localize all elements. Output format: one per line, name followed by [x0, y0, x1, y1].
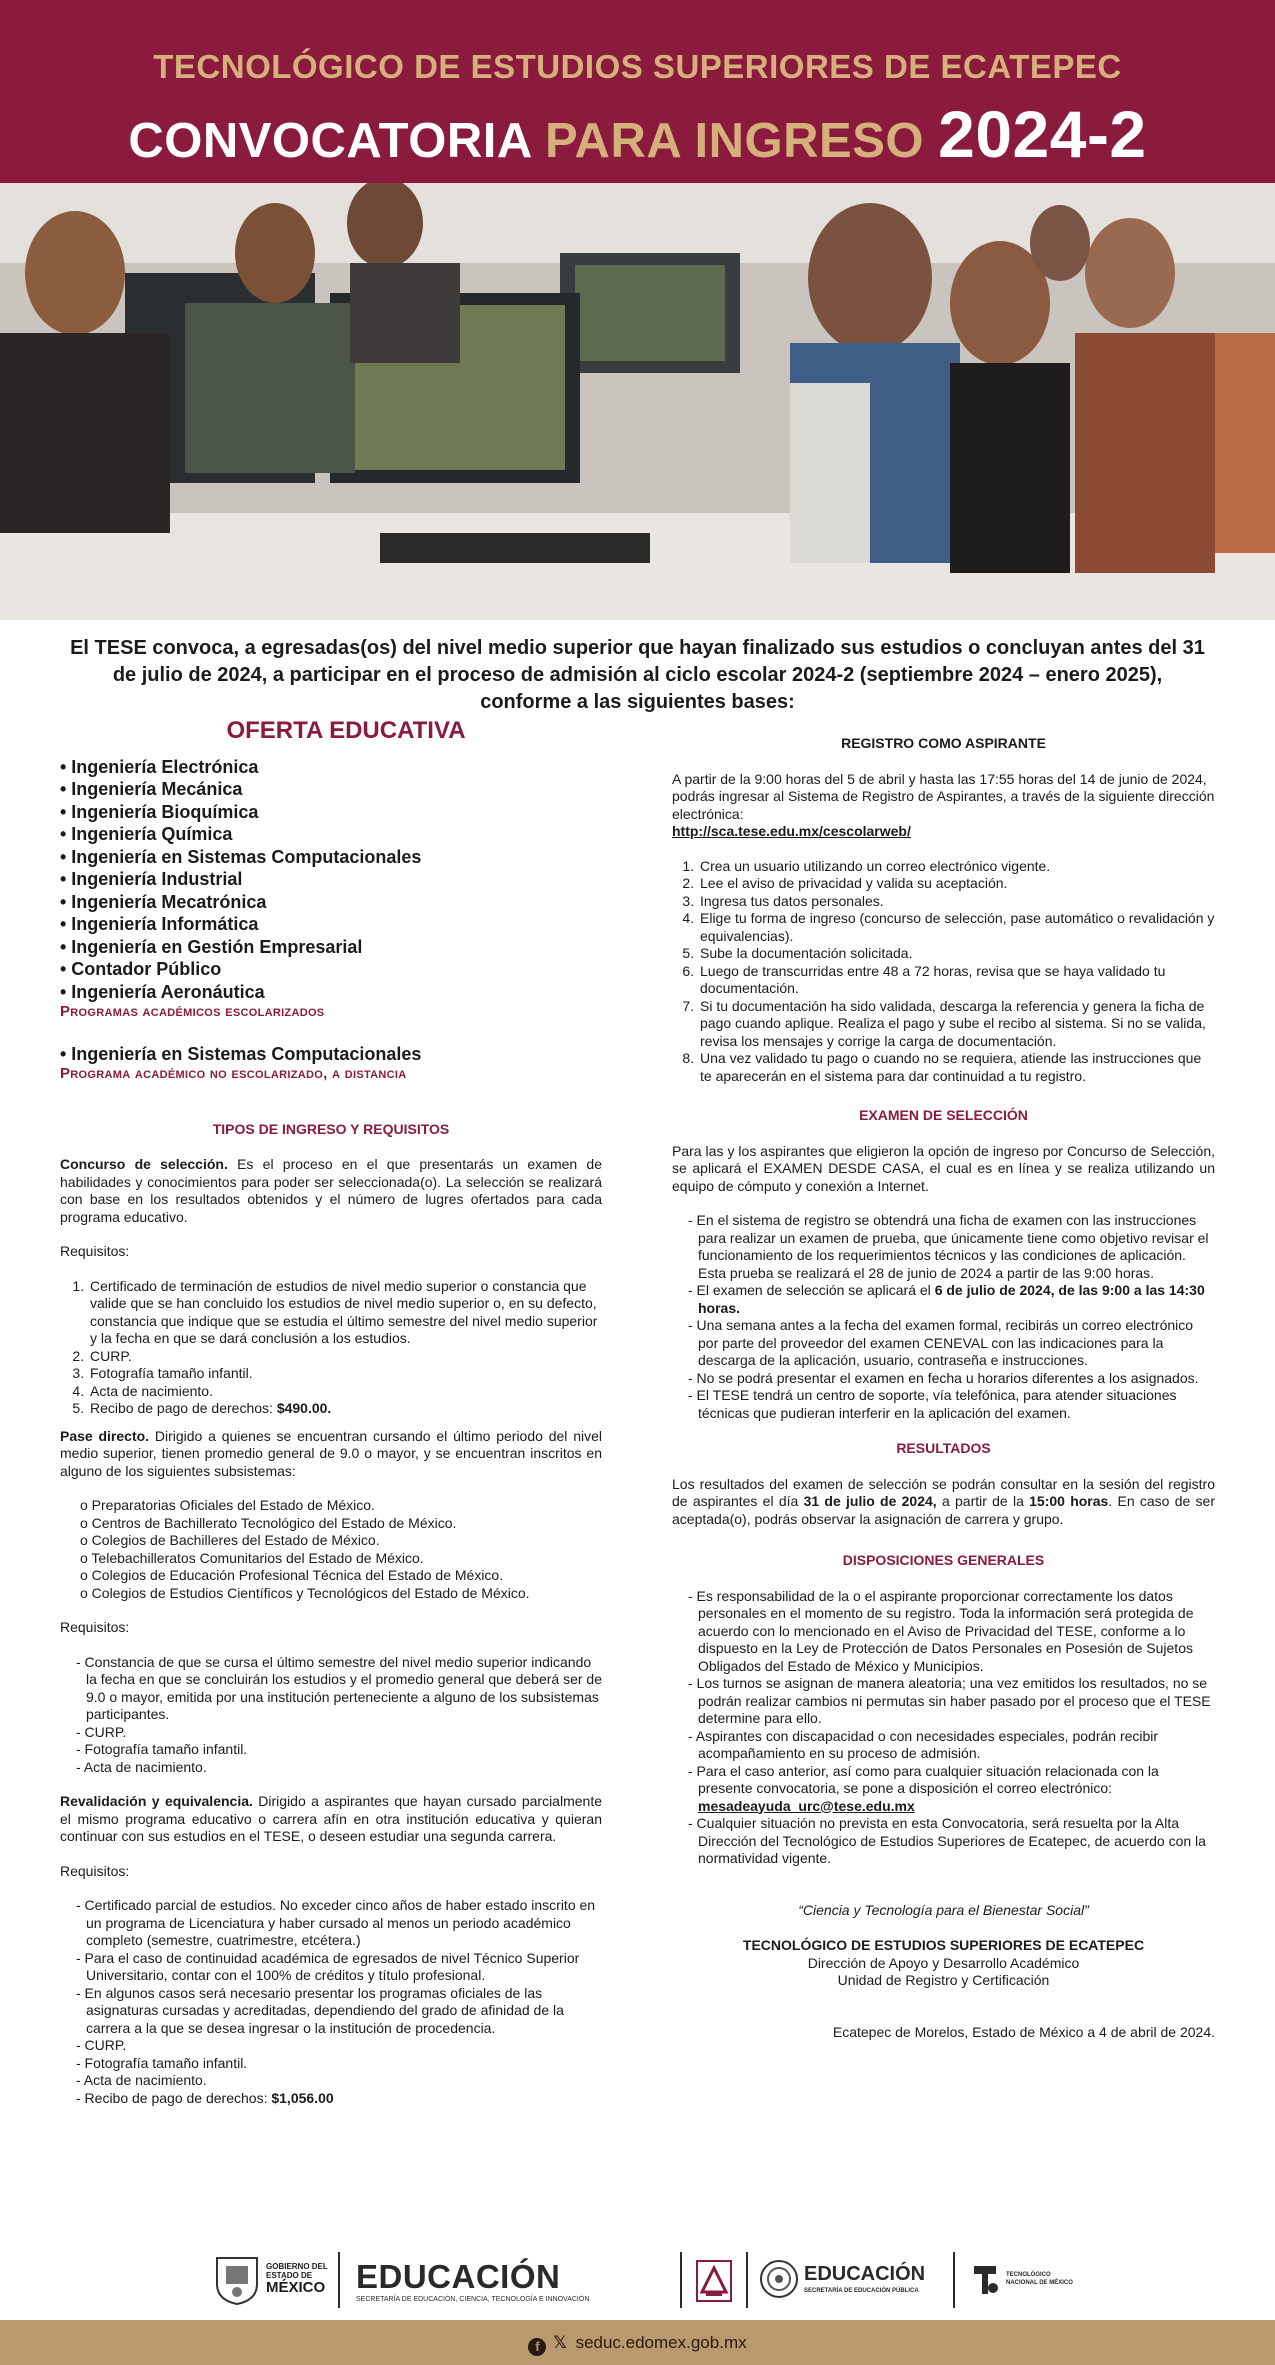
requirement-item	[76, 2090, 602, 2108]
intro-paragraph: El TESE convoca, a egresadas(os) del nivel medio superior que hayan finalizado sus estudios o concluyan antes del 31 de julio de 2024, a participar en el proceso de admisión al ciclo escolar 2024-2 (septiembre 2024 – enero 2025), conforme a las siguientes bases:	[70, 637, 1205, 713]
directo-requirements	[76, 1654, 602, 1777]
reval-text: Dirigido a aspirantes que hayan cursado parcialmente el mismo programa educativo o carrera afín en otra institución educativa y quieran continuar con sus estudios en el TESE, o deseen estudiar una segunda carrera.	[60, 1793, 602, 1844]
email-label: - Para el caso anterior, así como para cualquier situación relacionada con la presente convocatoria, se pone a disposición el correo electrónico:	[688, 1762, 1159, 1796]
website-link[interactable]: seduc.edomex.gob.mx	[575, 2333, 747, 2352]
disposiciones-title: DISPOSICIONES GENERALES	[842, 1552, 1045, 1568]
footer-divider	[680, 2252, 682, 2308]
left-column	[60, 717, 602, 2107]
examen-text: Para las y los aspirantes que eligieron la opción de ingreso por Concurso de Selección, se aplicará el EXAMEN DESDE CASA, el cual es en línea y se realiza utilizando un equipo de cómputo y conexión a Internet.	[672, 1142, 1215, 1194]
footer-logos	[0, 2240, 1275, 2320]
distancia-label: Programa académico no escolarizado, a distancia	[60, 1065, 407, 1082]
educacion-logo-text: EDUCACIÓN	[356, 2258, 561, 2295]
program-item: • Ingeniería en Sistemas Computacionales	[60, 1043, 422, 1064]
title-year: 2024-2	[938, 97, 1147, 171]
facebook-icon[interactable]: f	[528, 2338, 546, 2356]
edomex-line2: ESTADO DE	[266, 2271, 313, 2280]
website-row	[0, 2320, 1275, 2365]
step-item: 8. Una vez validado tu pago o cuando no se requiera, atiende las instrucciones que te aparecerán en el sistema para dar continuidad a tu registro.	[698, 1050, 1215, 1085]
fee-amount: $1,056.00	[271, 2089, 334, 2106]
fee-label: - Recibo de pago de derechos:	[76, 2089, 272, 2106]
oferta-title: OFERTA EDUCATIVA	[226, 717, 466, 744]
programs-list	[60, 756, 602, 1004]
requirement-item: - Constancia de que se cursa el último semestre del nivel medio superior indicando la fecha en que se concluirán los estudios y el promedio general que deberá ser de 9.0 o mayor, emitida por una institución perteneciente a alguno de los subsistemas participantes.	[76, 1653, 602, 1722]
header-banner	[0, 0, 1275, 183]
step-item: 4. Elige tu forma de ingreso (concurso de selección, pase automático o revalidación y equivalencias).	[698, 910, 1215, 945]
requirement-item: - Acta de nacimiento.	[76, 2072, 207, 2088]
examen-title: EXAMEN DE SELECCIÓN	[859, 1107, 1028, 1123]
revalidacion-paragraph	[60, 1793, 602, 1846]
subsystem-item: o Telebachilleratos Comunitarios del Estado de México.	[80, 1549, 424, 1566]
title-convocatoria: CONVOCATORIA	[128, 114, 531, 168]
program-item: • Ingeniería Química	[60, 824, 233, 844]
disposicion-item: - Aspirantes con discapacidad o con necesidades especiales, podrán recibir acompañamiento en su proceso de admisión.	[688, 1727, 1159, 1761]
step-item: 1. Crea un usuario utilizando un correo electrónico vigente.	[698, 858, 1215, 876]
support-email-link[interactable]: mesadeayuda_urc@tese.edu.mx	[698, 1797, 915, 1814]
concurso-text: Es el proceso en el que presentarás un examen de habilidades y conocimientos para poder ser seleccionada(o). La selección se realizará con base en los resultados obtenidos y el número de lugres ofertados para cada programa educativo.	[60, 1156, 602, 1225]
requirement-item: - CURP.	[76, 2037, 127, 2053]
resultados-text	[672, 1476, 1215, 1529]
resultados-mid: a partir de la	[936, 1493, 1030, 1509]
requirement-item	[88, 1400, 602, 1418]
resultados-date: 31 de julio de 2024,	[803, 1493, 937, 1509]
motto: “Ciencia y Tecnología para el Bienestar Social”	[798, 1901, 1089, 1918]
requirement-item: - Certificado parcial de estudios. No exceder cinco años de haber estado inscrito en un programa de Licenciatura y haber cursado al menos un periodo académico completo (semestre, cuatrimestre, etcétera.)	[76, 1897, 596, 1948]
subsystem-item: o Preparatorias Oficiales del Estado de México.	[80, 1497, 375, 1513]
edomex-line1: GOBIERNO DEL	[266, 2262, 328, 2271]
step-item: 7. Si tu documentación ha sido validada, descarga la referencia y genera la ficha de pago cuando aplique. Realiza el pago y sube el recibo al sistema. Si no se valida, revisa los mensajes y corrige la carga de documentación.	[698, 998, 1215, 1051]
tese-logo-icon	[696, 2260, 732, 2302]
requirement-item: - Fotografía tamaño infantil.	[76, 1741, 248, 1757]
disposicion-item: - Es responsabilidad de la o el aspirante proporcionar correctamente los datos personales en el momento de su registro. Toda la información será protegida de acuerdo con lo mencionado en el Aviso de Privacidad del TESE, conforme a lo dispuesto en la Ley de Protección de Datos Personales en Posesión de Sujetos Obligados del Estado de México y Municipios.	[688, 1587, 1194, 1674]
tecnm-line1: TECNOLÓGICO	[1006, 2272, 1051, 2278]
program-item: • Contador Público	[60, 959, 222, 979]
resultados-title: RESULTADOS	[896, 1440, 991, 1456]
edomex-logo-text	[266, 2262, 328, 2296]
requirement-item: - Acta de nacimiento.	[76, 1758, 207, 1775]
tipos-title: TIPOS DE INGRESO Y REQUISITOS	[212, 1120, 450, 1137]
sep-subtitle: SECRETARÍA DE EDUCACIÓN PÚBLICA	[804, 2288, 919, 2294]
right-column	[672, 735, 1215, 2041]
concurso-requirements	[88, 1278, 602, 1418]
students-photo	[0, 183, 1275, 620]
educacion-subtitle: SECRETARÍA DE EDUCACIÓN, CIENCIA, TECNOLOGÍA E INNOVACIÓN	[356, 2296, 590, 2303]
subsystem-item: o Centros de Bachillerato Tecnológico del Estado de México.	[80, 1514, 457, 1531]
fee-label: Recibo de pago de derechos:	[90, 1400, 277, 1416]
edomex-shield-icon	[212, 2254, 262, 2306]
subsystem-item: o Colegios de Bachilleres del Estado de México.	[80, 1532, 380, 1548]
call-title	[0, 96, 1275, 172]
program-item: • Ingeniería en Sistemas Computacionales	[60, 846, 422, 867]
tecnm-line2: NACIONAL DE MÉXICO	[1006, 2280, 1073, 2286]
step-item: 5. Sube la documentación solicitada.	[698, 945, 1215, 963]
footer-divider	[746, 2252, 748, 2308]
resultados-post: . En caso de ser aceptada(o), podrás observar la asignación de carrera y grupo.	[672, 1493, 1215, 1527]
students-photo-illustration	[0, 183, 1275, 620]
escolarizados-label: Programas académicos escolarizados	[60, 1003, 325, 1020]
registro-steps	[698, 858, 1215, 1086]
registro-title: REGISTRO COMO ASPIRANTE	[841, 735, 1046, 751]
step-item: 3. Ingresa tus datos personales.	[698, 893, 1215, 911]
reval-lead: Revalidación y equivalencia.	[60, 1793, 253, 1809]
pase-directo-paragraph	[60, 1428, 602, 1481]
subsystem-item: o Colegios de Estudios Científicos y Tecnológicos del Estado de México.	[80, 1584, 530, 1601]
footer-divider	[953, 2252, 955, 2308]
resultados-time: 15:00 horas	[1029, 1493, 1109, 1509]
subsystems-list	[80, 1497, 602, 1602]
institution-title: TECNOLÓGICO DE ESTUDIOS SUPERIORES DE ECATEPEC	[153, 48, 1122, 85]
requisitos-label: Requisitos:	[60, 1243, 130, 1259]
concurso-lead: Concurso de selección.	[60, 1156, 228, 1172]
signature-institution: TECNOLÓGICO DE ESTUDIOS SUPERIORES DE ECATEPEC	[742, 1937, 1145, 1953]
subsystem-item: o Colegios de Educación Profesional Técnica del Estado de México.	[80, 1567, 504, 1583]
requirement-item: - CURP.	[76, 1723, 127, 1740]
requirement-item: - Fotografía tamaño infantil.	[76, 2054, 248, 2071]
disposiciones-list	[688, 1588, 1215, 1868]
step-item: 2. Lee el aviso de privacidad y valida su aceptación.	[698, 875, 1215, 893]
program-item: • Ingeniería Mecatrónica	[60, 891, 267, 912]
disposicion-item: - Los turnos se asignan de manera aleatoria; una vez emitidos los resultados, no se podrán realizar cambios ni permutas sin haber pasado por el proceso que el TESE determine para ello.	[688, 1675, 1211, 1726]
requirement-item: 4. Acta de nacimiento.	[88, 1383, 602, 1401]
footer-divider	[338, 2252, 340, 2308]
program-item: • Ingeniería en Gestión Empresarial	[60, 936, 363, 957]
requirement-item: - En algunos casos será necesario presentar los programas oficiales de las asignaturas cursadas y acreditadas, dependiendo del grado de afinidad de la carrera a la que se desea ingresar o la institución de procedencia.	[76, 1984, 564, 2036]
examen-item: - El TESE tendrá un centro de soporte, vía telefónica, para atender situaciones técnicas que pudieran interferir en la aplicación del examen.	[688, 1387, 1177, 1421]
tecnm-logo-icon	[970, 2262, 1000, 2298]
requirement-item: - Para el caso de continuidad académica de egresados de nivel Técnico Superior Universitario, contar con el 100% de créditos y título profesional.	[76, 1949, 580, 1983]
footer-bar	[0, 2320, 1275, 2365]
examen-date: 6 de julio de 2024, de las 9:00 a las 14:30 horas.	[698, 1282, 1205, 1316]
distance-programs-list	[60, 1043, 602, 1066]
step-item: 6. Luego de transcurridas entre 48 a 72 horas, revisa que se haya validado tu documentación.	[698, 963, 1215, 998]
place-date: Ecatepec de Morelos, Estado de México a 4 de abril de 2024.	[832, 2023, 1215, 2040]
registro-text: A partir de la 9:00 horas del 5 de abril y hasta las 17:55 horas del 14 de junio de 2024, podrás ingresar al Sistema de Registro de Aspirantes, a través de la siguiente dirección electrónica:	[672, 770, 1215, 822]
disposicion-item: - Cualquier situación no prevista en esta Convocatoria, será resuelta por la Alta Dirección del Tecnológico de Estudios Superiores de Ecatepec, de acuerdo con la normatividad vigente.	[688, 1815, 1206, 1866]
requirement-item: 1. Certificado de terminación de estudios de nivel medio superior o constancia que valide que se han concluido los estudios de nivel medio superior o, en su defecto, constancia que indique que se estudia el último semestre del nivel medio superior y la fecha en que se dará conclusión a los estudios.	[88, 1278, 602, 1348]
signature-unidad: Unidad de Registro y Certificación	[837, 1972, 1050, 1988]
requisitos-label: Requisitos:	[60, 1862, 130, 1879]
directo-lead: Pase directo.	[60, 1427, 150, 1444]
examen-item: - Una semana antes a la fecha del examen formal, recibirás un correo electrónico por parte del proveedor del examen CENEVAL con las indicaciones para la descarga de la aplicación, usuario, contraseña e instrucciones.	[688, 1317, 1194, 1368]
program-item: • Ingeniería Bioquímica	[60, 801, 259, 822]
program-item: • Ingeniería Electrónica	[60, 756, 259, 777]
edomex-line3: MÉXICO	[266, 2279, 326, 2296]
fee-amount: $490.00.	[276, 1400, 332, 1416]
registro-url-link[interactable]: http://sca.tese.edu.mx/cescolarweb/	[672, 823, 911, 839]
examen-date-label: - El examen de selección se aplicará el	[688, 1282, 935, 1298]
title-para-ingreso: PARA INGRESO	[545, 114, 924, 168]
examen-item	[688, 1282, 1215, 1317]
directo-text: Dirigido a quienes se encuentran cursando el último periodo del nivel medio superior, tienen promedio general de 9.0 o mayor, y se encuentran inscritos en alguno de los siguientes subsistemas:	[60, 1427, 602, 1479]
program-item: • Ingeniería Informática	[60, 914, 259, 934]
requirement-item: 3. Fotografía tamaño infantil.	[88, 1365, 602, 1383]
resultados-pre: Los resultados del examen de selección se podrán consultar en la sesión del registro de aspirantes el día	[672, 1475, 1215, 1509]
signature-direccion: Dirección de Apoyo y Desarrollo Académico	[807, 1954, 1080, 1971]
sep-seal-icon	[760, 2260, 798, 2298]
requirement-item: 2. CURP.	[88, 1348, 602, 1366]
sep-logo-text: EDUCACIÓN	[804, 2263, 926, 2285]
examen-item: - No se podrá presentar el examen en fecha u horarios diferentes a los asignados.	[688, 1369, 1199, 1386]
program-item: • Ingeniería Mecánica	[60, 779, 243, 799]
reval-requirements	[76, 1897, 602, 2107]
concurso-paragraph	[60, 1156, 602, 1226]
disposicion-item	[688, 1763, 1215, 1816]
requisitos-label: Requisitos:	[60, 1619, 130, 1635]
examen-item: - En el sistema de registro se obtendrá una ficha de examen con las instrucciones para realizar un examen de prueba, que únicamente tiene como objetivo revisar el funcionamiento de los requerimientos técnicos y las condiciones de aplicación. Esta prueba se realizará el 28 de junio de 2024 a partir de las 9:00 horas.	[688, 1212, 1209, 1281]
x-icon[interactable]: 𝕏	[553, 2333, 567, 2352]
program-item: • Ingeniería Aeronáutica	[60, 981, 265, 1002]
examen-list	[688, 1212, 1215, 1422]
program-item: • Ingeniería Industrial	[60, 869, 243, 889]
tecnm-logo-text	[1006, 2271, 1073, 2287]
